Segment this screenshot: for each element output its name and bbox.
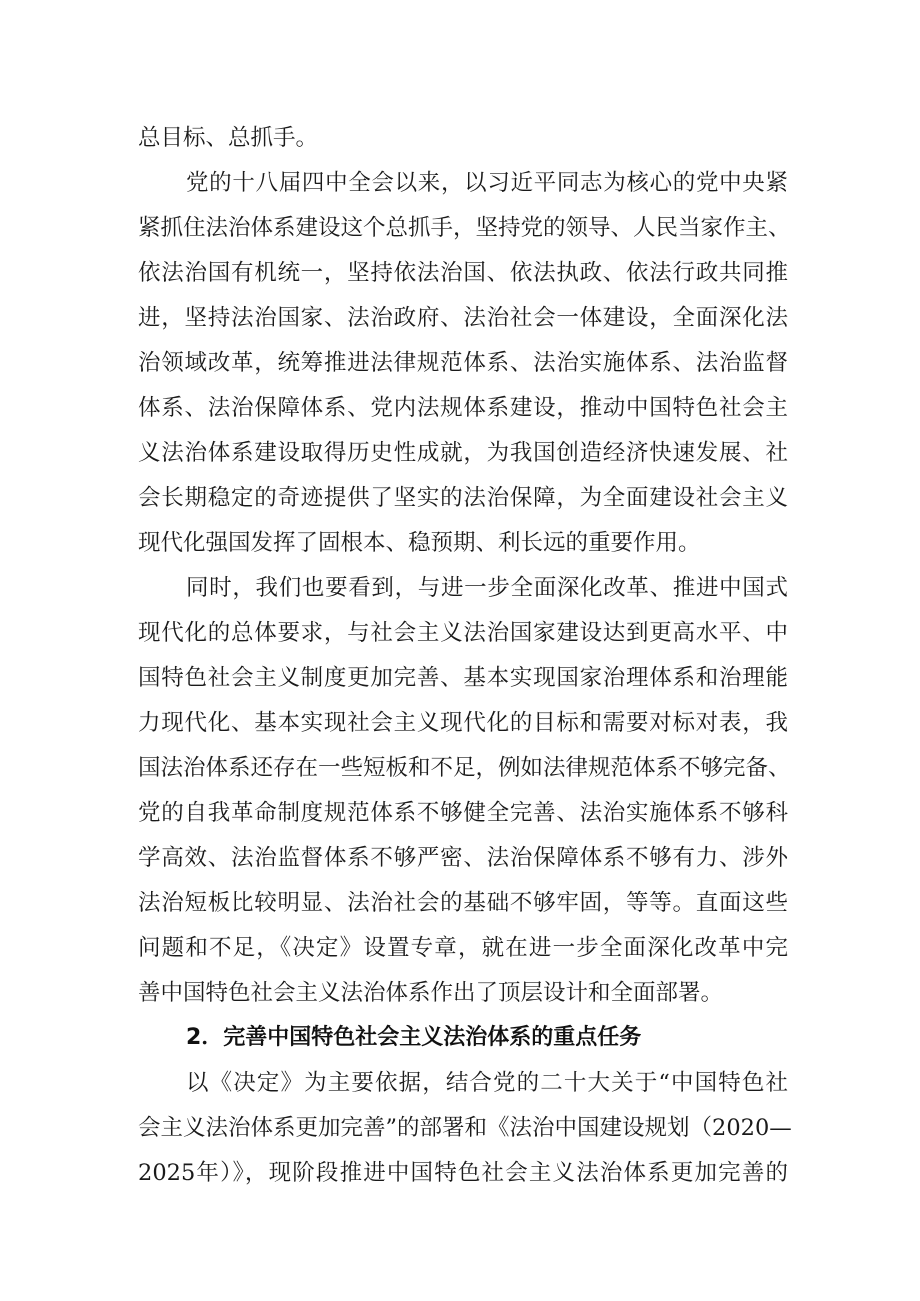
paragraph-line: 问题和不足，《决定》设置专章，就在进一步全面深化改革中完 bbox=[138, 935, 788, 961]
paragraph-line: 国法治体系还存在一些短板和不足，例如法律规范体系不够完备、 bbox=[138, 755, 791, 781]
paragraph-line: 治领域改革，统筹推进法律规范体系、法治实施体系、法治监督 bbox=[138, 350, 788, 376]
paragraph-line: 会长期稳定的奇迹提供了坚实的法治保障，为全面建设社会主义 bbox=[138, 485, 788, 511]
paragraph-line: 现代化强国发挥了固根本、稳预期、利长远的重要作用。 bbox=[138, 530, 701, 556]
paragraph-line: 善中国特色社会主义法治体系作出了顶层设计和全面部署。 bbox=[138, 980, 724, 1006]
paragraph-line: 总目标、总抓手。 bbox=[138, 125, 319, 151]
paragraph-line: 同时，我们也要看到，与进一步全面深化改革、推进中国式 bbox=[186, 575, 788, 601]
paragraph-line: 法治短板比较明显、法治社会的基础不够牢固，等等。直面这些 bbox=[138, 890, 788, 916]
paragraph-line: 国特色社会主义制度更加完善、基本实现国家治理体系和治理能 bbox=[138, 665, 788, 691]
paragraph-line: 以《决定》为主要依据，结合党的二十大关于“中国特色社 bbox=[186, 1070, 788, 1096]
paragraph-line: 会主义法治体系更加完善”的部署和《法治中国建设规划（2020— bbox=[138, 1115, 792, 1141]
paragraph-line: 依法治国有机统一，坚持依法治国、依法执政、依法行政共同推 bbox=[138, 260, 788, 286]
paragraph-line: 现代化的总体要求，与社会主义法治国家建设达到更高水平、中 bbox=[138, 620, 788, 646]
paragraph-line: 体系、法治保障体系、党内法规体系建设，推动中国特色社会主 bbox=[138, 395, 788, 421]
paragraph-line: 学高效、法治监督体系不够严密、法治保障体系不够有力、涉外 bbox=[138, 845, 788, 871]
paragraph-line: 义法治体系建设取得历史性成就，为我国创造经济快速发展、社 bbox=[138, 440, 788, 466]
section-heading: 2．完善中国特色社会主义法治体系的重点任务 bbox=[186, 1025, 642, 1050]
paragraph-line: 力现代化、基本实现社会主义现代化的目标和需要对标对表，我 bbox=[138, 710, 788, 736]
paragraph-line: 党的自我革命制度规范体系不够健全完善、法治实施体系不够科 bbox=[138, 800, 788, 826]
paragraph-line: 党的十八届四中全会以来，以习近平同志为核心的党中央紧 bbox=[186, 170, 788, 196]
paragraph-line: 2025年）》，现阶段推进中国特色社会主义法治体系更加完善的 bbox=[138, 1160, 788, 1186]
paragraph-line: 紧抓住法治体系建设这个总抓手，坚持党的领导、人民当家作主、 bbox=[138, 215, 791, 241]
paragraph-line: 进，坚持法治国家、法治政府、法治社会一体建设，全面深化法 bbox=[138, 305, 788, 331]
